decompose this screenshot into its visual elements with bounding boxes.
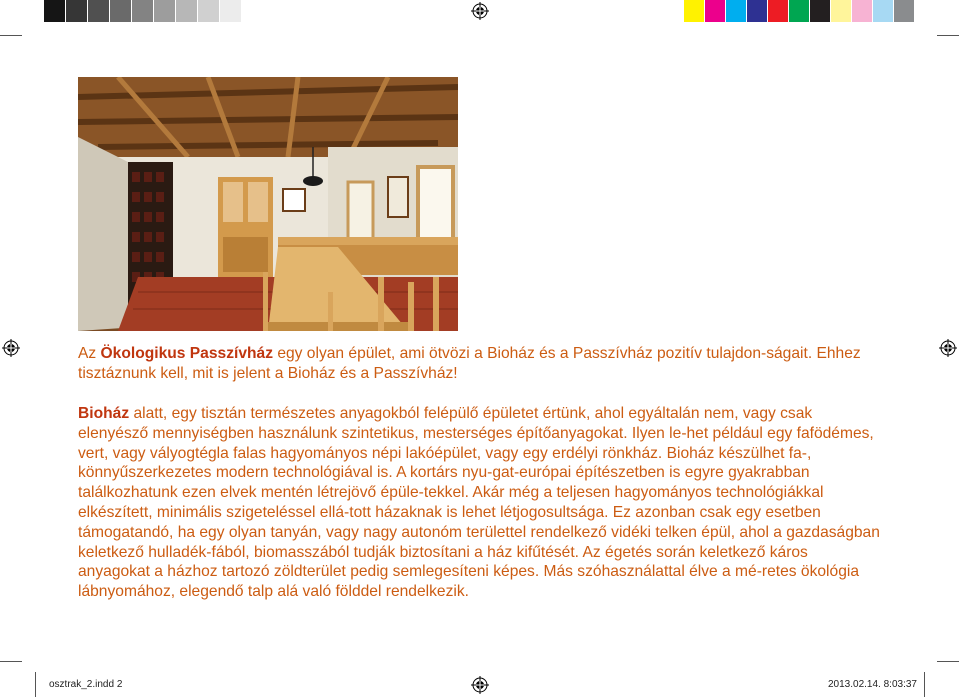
slug-timestamp: 2013.02.14. 8:03:37	[828, 679, 917, 690]
color-swatch	[726, 0, 746, 22]
crop-mark-top-left	[0, 35, 22, 36]
crop-mark-bottom-left-vertical	[35, 672, 36, 697]
color-swatch	[747, 0, 767, 22]
registration-mark-top-icon	[471, 2, 489, 20]
color-swatch	[831, 0, 851, 22]
intro-prefix: Az	[78, 345, 101, 362]
registration-mark-right-icon	[939, 339, 957, 357]
gray-swatch	[154, 0, 175, 22]
bioház-text: alatt, egy tisztán természetes anyagokból felépülő épületet értünk, ahol egyáltalán nem, vagy csak elenyésző mennyiségben használunk szintetikus, mesterséges építőanyagokat. Ilyen le-het például egy fafödémes, vert, vagy vályogtégla falas hagyományos népi lakóépület, vagy egy erdélyi rönkház. Bioház készülhet fa-, könnyűszerkezetes modern technológiával is. A kortárs nyu-gat-európai építészetben is egyre gyakrabban találkozhatunk ezen elvek mentén létrejövő épüle-tekkel. Akár még a teljesen hagyományos technológiákkal elkészített, minimális szigeteléssel ellá-tott házaknak is lehet létjogosultsága. Ez azonban csak egy esetben támogatandó, ha egy olyan tanyán, vagy nagy autonóm területtel rendelkező vidéki telken épül, ahol a gazdaságban keletkező hulladék-fából, biomasszából tudják biztosítani a ház kifűtését. Az égetés során keletkező káros anyagokat a házhoz tartozó zöldterület pedig semlegesíteni képes. Más szóhasználattal élve a mé-retes ökológia lábnyomához, elegendő talp alá való földdel rendelkezik.	[78, 405, 880, 601]
color-swatch	[768, 0, 788, 22]
registration-mark-bottom-icon	[471, 676, 489, 694]
gray-swatch	[198, 0, 219, 22]
crop-mark-bottom-right-vertical	[924, 672, 925, 697]
gray-swatch	[44, 0, 65, 22]
color-swatch	[873, 0, 893, 22]
interior-room-photo	[78, 77, 458, 331]
intro-text: egy olyan épület, ami ötvözi a Bioház és a Passzívház pozitív tulajdon-ságait. Ehhez tisztáznunk kell, mit is jelent a Bioház és a Passzívház!	[78, 345, 861, 382]
gray-swatch	[88, 0, 109, 22]
crop-mark-bottom-right	[937, 661, 959, 662]
registration-mark-left-icon	[2, 339, 20, 357]
gray-swatch	[66, 0, 87, 22]
color-swatch	[894, 0, 914, 22]
color-swatch	[684, 0, 704, 22]
gray-swatch	[132, 0, 153, 22]
color-swatch	[705, 0, 725, 22]
gray-swatch	[176, 0, 197, 22]
intro-paragraph	[78, 344, 884, 384]
crop-mark-bottom-left	[0, 661, 22, 662]
intro-heading-term: Ökologikus Passzívház	[100, 345, 273, 362]
slug-filename: osztrak_2.indd 2	[49, 679, 123, 690]
color-swatch	[810, 0, 830, 22]
color-swatch	[852, 0, 872, 22]
crop-mark-top-right	[937, 35, 959, 36]
gray-swatch	[110, 0, 131, 22]
gray-swatch	[220, 0, 241, 22]
color-swatch	[789, 0, 809, 22]
bioház-paragraph	[78, 404, 884, 602]
bioház-term: Bioház	[78, 405, 130, 422]
